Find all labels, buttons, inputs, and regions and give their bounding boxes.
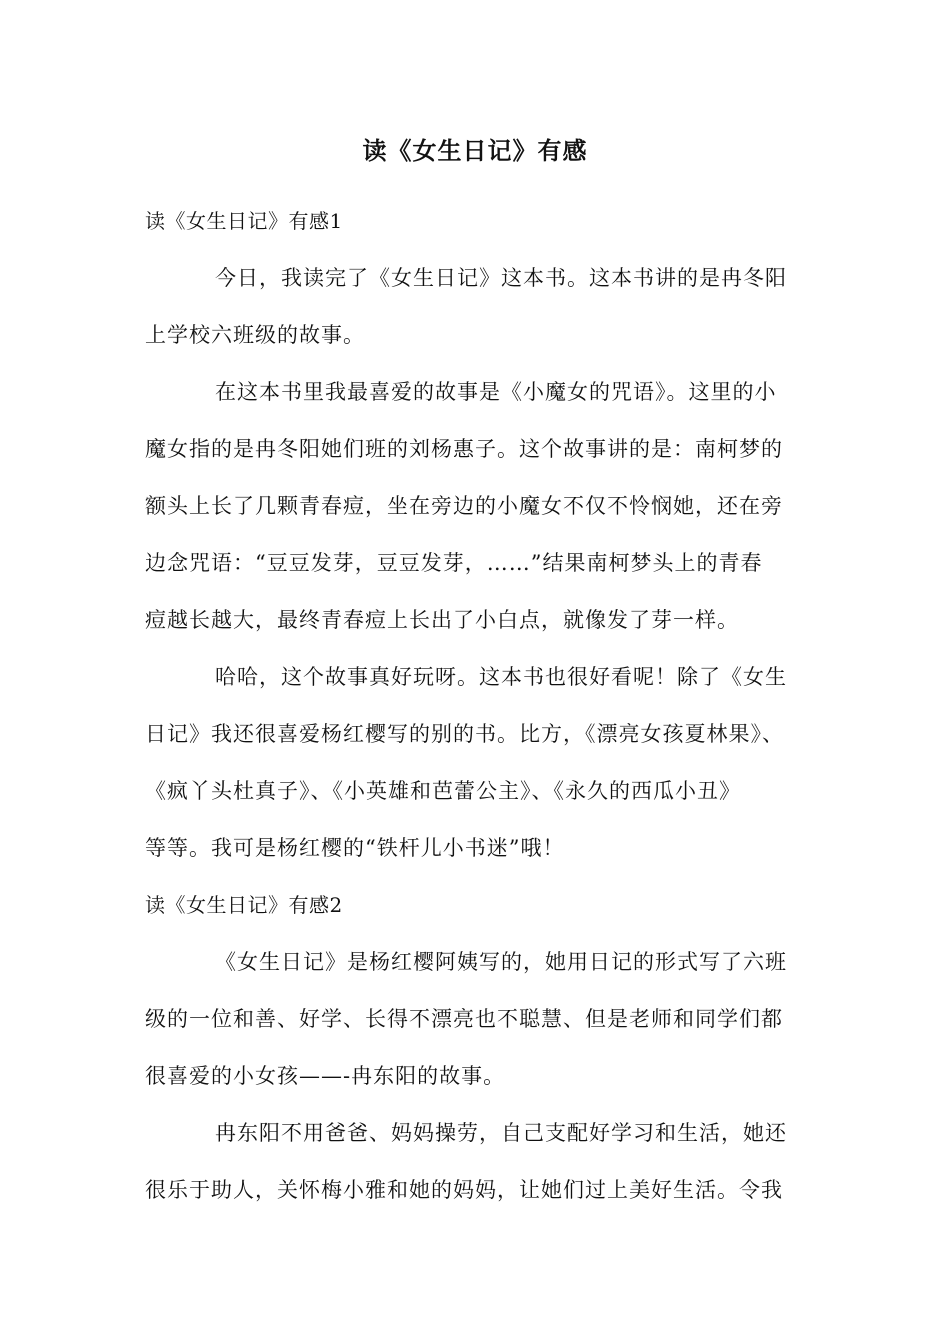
section-heading-1: 读《女生日记》有感1	[145, 209, 343, 233]
paragraph-line: 边念咒语：“豆豆发芽，豆豆发芽，……”结果南柯梦头上的青春	[145, 551, 763, 575]
paragraph-line: 魔女指的是冉冬阳她们班的刘杨惠子。这个故事讲的是：南柯梦的	[145, 437, 783, 461]
paragraph-line: 在这本书里我最喜爱的故事是《小魔女的咒语》。这里的小	[215, 380, 777, 404]
paragraph-line: 额头上长了几颗青春痘，坐在旁边的小魔女不仅不怜悯她，还在旁	[145, 494, 783, 518]
paragraph-line: 冉东阳不用爸爸、妈妈操劳，自己支配好学习和生活，她还	[215, 1121, 787, 1145]
paragraph-line: 上学校六班级的故事。	[145, 323, 365, 347]
paragraph-line: 级的一位和善、好学、长得不漂亮也不聪慧、但是老师和同学们都	[145, 1007, 783, 1031]
paragraph-line: 日记》我还很喜爱杨红樱写的别的书。比方，《漂亮女孩夏林果》、	[145, 722, 784, 746]
paragraph-line: 哈哈，这个故事真好玩呀。这本书也很好看呢！除了《女生	[215, 665, 787, 689]
section-heading-2: 读《女生日记》有感2	[145, 893, 343, 917]
paragraph-line: 很乐于助人，关怀梅小雅和她的妈妈，让她们过上美好生活。令我	[145, 1178, 783, 1202]
document-title: 读《女生日记》有感	[362, 136, 588, 165]
paragraph-line: 今日，我读完了《女生日记》这本书。这本书讲的是冉冬阳	[215, 266, 787, 290]
paragraph-line: 等等。我可是杨红樱的“铁杆儿小书迷”哦！	[145, 836, 565, 860]
paragraph-line: 《疯丫头杜真子》、《小英雄和芭蕾公主》、《永久的西瓜小丑》	[145, 779, 741, 803]
paragraph-line: 《女生日记》是杨红樱阿姨写的，她用日记的形式写了六班	[215, 950, 787, 974]
paragraph-line: 痘越长越大，最终青春痘上长出了小白点，就像发了芽一样。	[145, 608, 739, 632]
paragraph-line: 很喜爱的小女孩——-冉东阳的故事。	[145, 1064, 506, 1088]
